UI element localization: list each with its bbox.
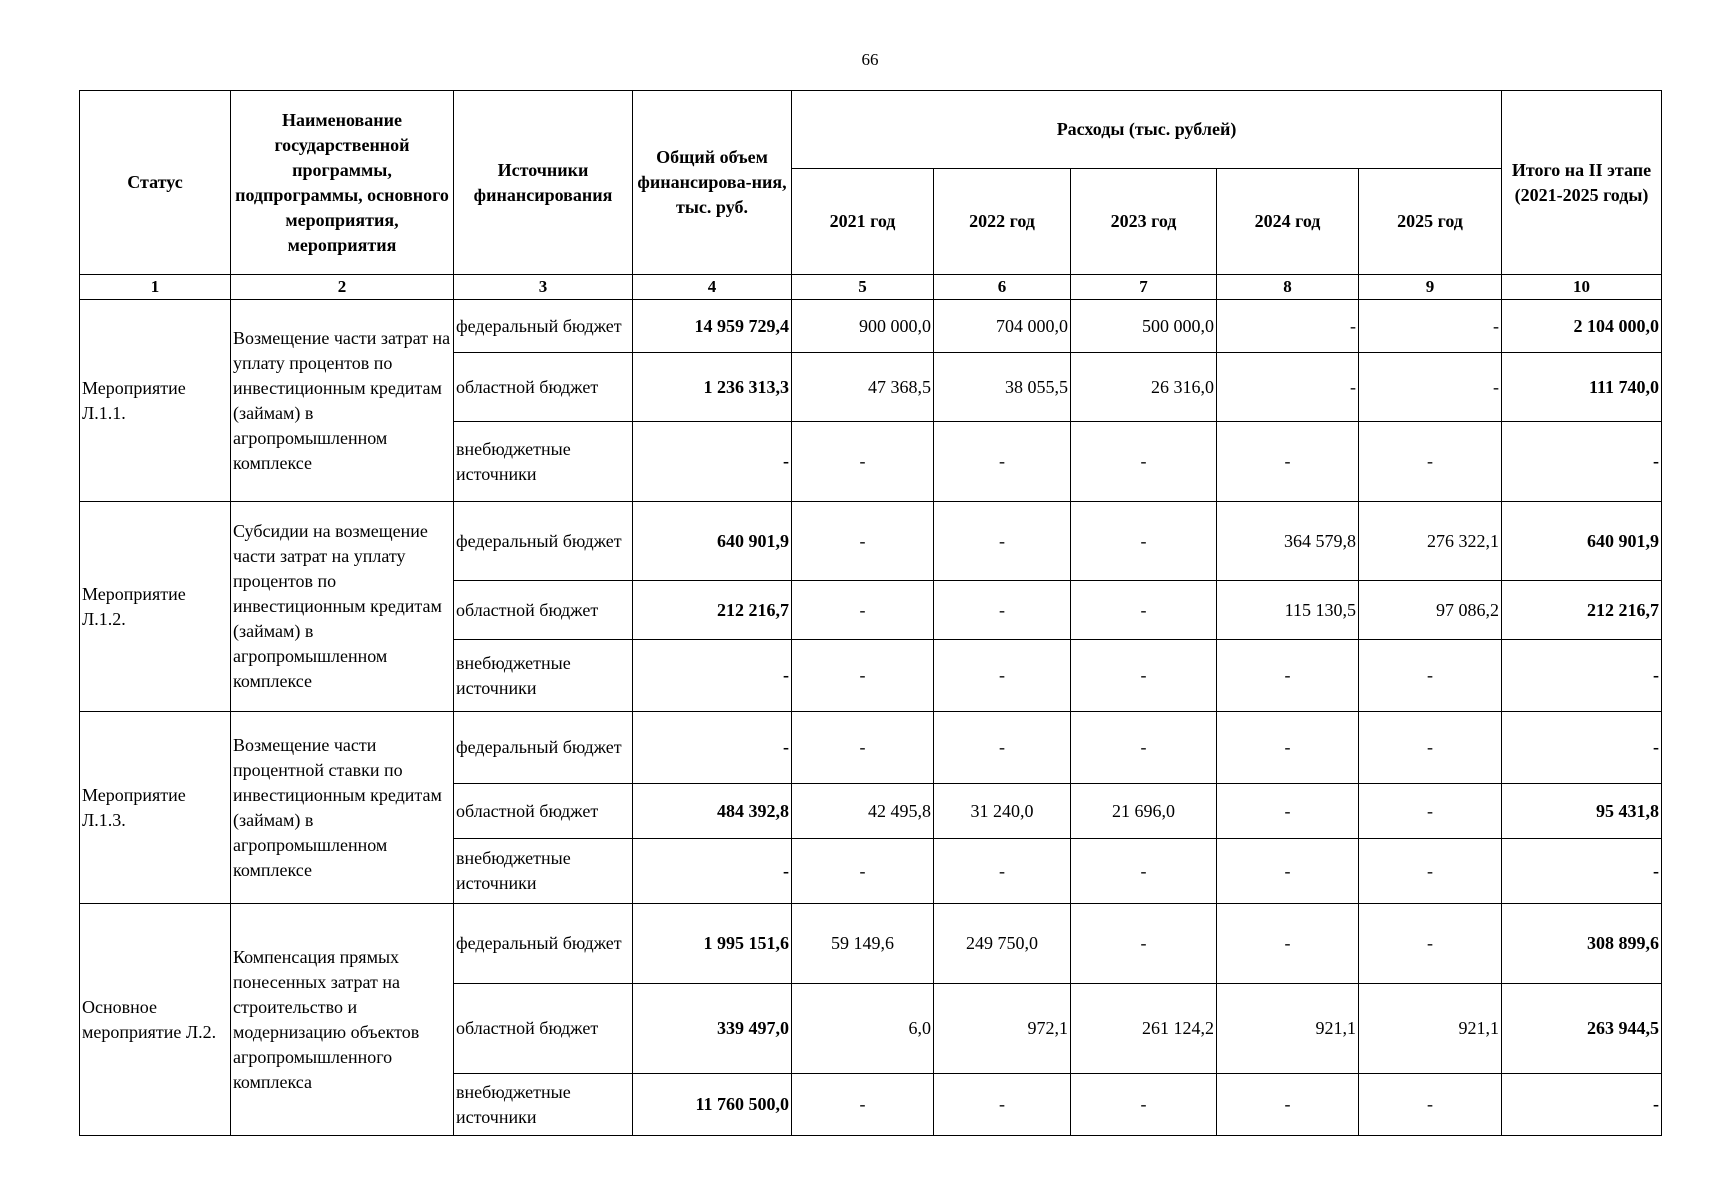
program-name-cell: Субсидии на возмещение части затрат на уплату процентов по инвестиционным кредитам (займам) в агропромышленном комплексе xyxy=(231,502,454,712)
year-2021-cell: - xyxy=(792,839,934,904)
year-2023-cell: 500 000,0 xyxy=(1071,300,1217,353)
total-volume-cell: - xyxy=(633,422,792,502)
year-2023-cell: - xyxy=(1071,839,1217,904)
year-2022-cell: 249 750,0 xyxy=(934,904,1071,984)
column-number: 9 xyxy=(1359,275,1502,300)
source-cell: внебюджетные источники xyxy=(454,1074,633,1136)
stage-total-cell: 111 740,0 xyxy=(1502,353,1662,422)
total-volume-cell: 14 959 729,4 xyxy=(633,300,792,353)
year-2025-cell: - xyxy=(1359,784,1502,839)
year-2025-cell: 97 086,2 xyxy=(1359,581,1502,640)
column-number: 7 xyxy=(1071,275,1217,300)
year-2022-cell: - xyxy=(934,502,1071,581)
status-cell: Мероприятие Л.1.1. xyxy=(80,300,231,502)
program-name-cell: Возмещение части процентной ставки по инвестиционным кредитам (займам) в агропромышленном комплексе xyxy=(231,712,454,904)
year-2024-cell: 115 130,5 xyxy=(1217,581,1359,640)
column-number: 1 xyxy=(80,275,231,300)
status-cell: Основное мероприятие Л.2. xyxy=(80,904,231,1136)
status-cell: Мероприятие Л.1.2. xyxy=(80,502,231,712)
stage-total-cell: - xyxy=(1502,640,1662,712)
header-year-2025: 2025 год xyxy=(1359,169,1502,275)
status-cell: Мероприятие Л.1.3. xyxy=(80,712,231,904)
year-2021-cell: 6,0 xyxy=(792,984,934,1074)
source-cell: областной бюджет xyxy=(454,784,633,839)
year-2021-cell: 42 495,8 xyxy=(792,784,934,839)
year-2021-cell: - xyxy=(792,581,934,640)
total-volume-cell: 1 236 313,3 xyxy=(633,353,792,422)
stage-total-cell: 640 901,9 xyxy=(1502,502,1662,581)
table-row xyxy=(80,502,1662,581)
source-cell: областной бюджет xyxy=(454,353,633,422)
year-2021-cell: 59 149,6 xyxy=(792,904,934,984)
source-cell: областной бюджет xyxy=(454,581,633,640)
total-volume-cell: - xyxy=(633,712,792,784)
header-year-2023: 2023 год xyxy=(1071,169,1217,275)
year-2021-cell: 47 368,5 xyxy=(792,353,934,422)
source-cell: внебюджетные источники xyxy=(454,839,633,904)
total-volume-cell: 1 995 151,6 xyxy=(633,904,792,984)
year-2025-cell: - xyxy=(1359,422,1502,502)
year-2024-cell: - xyxy=(1217,640,1359,712)
financing-table xyxy=(79,90,1662,1136)
year-2022-cell: - xyxy=(934,1074,1071,1136)
year-2025-cell: 921,1 xyxy=(1359,984,1502,1074)
year-2021-cell: - xyxy=(792,1074,934,1136)
year-2022-cell: 972,1 xyxy=(934,984,1071,1074)
year-2022-cell: 31 240,0 xyxy=(934,784,1071,839)
year-2025-cell: - xyxy=(1359,300,1502,353)
table-row xyxy=(80,904,1662,984)
year-2022-cell: 704 000,0 xyxy=(934,300,1071,353)
year-2025-cell: - xyxy=(1359,1074,1502,1136)
header-stage-total: Итого на II этапе (2021-2025 годы) xyxy=(1502,91,1662,275)
year-2022-cell: - xyxy=(934,640,1071,712)
stage-total-cell: - xyxy=(1502,1074,1662,1136)
year-2023-cell: - xyxy=(1071,904,1217,984)
year-2023-cell: - xyxy=(1071,1074,1217,1136)
year-2023-cell: - xyxy=(1071,581,1217,640)
year-2022-cell: - xyxy=(934,422,1071,502)
header-total-volume: Общий объем финансирова-ния, тыс. руб. xyxy=(633,91,792,275)
stage-total-cell: - xyxy=(1502,422,1662,502)
column-number: 4 xyxy=(633,275,792,300)
source-cell: областной бюджет xyxy=(454,984,633,1074)
stage-total-cell: 212 216,7 xyxy=(1502,581,1662,640)
year-2024-cell: - xyxy=(1217,784,1359,839)
source-cell: федеральный бюджет xyxy=(454,904,633,984)
year-2023-cell: 261 124,2 xyxy=(1071,984,1217,1074)
year-2024-cell: - xyxy=(1217,839,1359,904)
stage-total-cell: 308 899,6 xyxy=(1502,904,1662,984)
program-name-cell: Компенсация прямых понесенных затрат на строительство и модернизацию объектов агропромышленного комплекса xyxy=(231,904,454,1136)
header-year-2022: 2022 год xyxy=(934,169,1071,275)
stage-total-cell: 95 431,8 xyxy=(1502,784,1662,839)
stage-total-cell: 2 104 000,0 xyxy=(1502,300,1662,353)
year-2021-cell: - xyxy=(792,422,934,502)
header-expenses: Расходы (тыс. рублей) xyxy=(792,91,1502,169)
header-program-name: Наименование государственной программы, подпрограммы, основного мероприятия, мероприятия xyxy=(231,91,454,275)
year-2024-cell: - xyxy=(1217,422,1359,502)
year-2024-cell: - xyxy=(1217,353,1359,422)
year-2023-cell: 21 696,0 xyxy=(1071,784,1217,839)
year-2023-cell: 26 316,0 xyxy=(1071,353,1217,422)
total-volume-cell: - xyxy=(633,839,792,904)
page-number: 66 xyxy=(861,50,879,69)
total-volume-cell: 640 901,9 xyxy=(633,502,792,581)
year-2021-cell: - xyxy=(792,502,934,581)
table-row xyxy=(80,712,1662,784)
year-2025-cell: - xyxy=(1359,640,1502,712)
stage-total-cell: 263 944,5 xyxy=(1502,984,1662,1074)
year-2023-cell: - xyxy=(1071,502,1217,581)
total-volume-cell: - xyxy=(633,640,792,712)
year-2025-cell: - xyxy=(1359,904,1502,984)
year-2025-cell: - xyxy=(1359,839,1502,904)
year-2024-cell: 364 579,8 xyxy=(1217,502,1359,581)
year-2023-cell: - xyxy=(1071,640,1217,712)
year-2023-cell: - xyxy=(1071,712,1217,784)
year-2022-cell: - xyxy=(934,581,1071,640)
year-2021-cell: 900 000,0 xyxy=(792,300,934,353)
year-2021-cell: - xyxy=(792,640,934,712)
year-2022-cell: - xyxy=(934,712,1071,784)
source-cell: федеральный бюджет xyxy=(454,502,633,581)
year-2025-cell: 276 322,1 xyxy=(1359,502,1502,581)
column-number: 6 xyxy=(934,275,1071,300)
year-2022-cell: - xyxy=(934,839,1071,904)
column-number: 5 xyxy=(792,275,934,300)
header-year-2024: 2024 год xyxy=(1217,169,1359,275)
total-volume-cell: 484 392,8 xyxy=(633,784,792,839)
year-2021-cell: - xyxy=(792,712,934,784)
total-volume-cell: 11 760 500,0 xyxy=(633,1074,792,1136)
header-status: Статус xyxy=(80,91,231,275)
year-2024-cell: - xyxy=(1217,300,1359,353)
source-cell: федеральный бюджет xyxy=(454,300,633,353)
total-volume-cell: 212 216,7 xyxy=(633,581,792,640)
source-cell: внебюджетные источники xyxy=(454,640,633,712)
total-volume-cell: 339 497,0 xyxy=(633,984,792,1074)
year-2024-cell: - xyxy=(1217,1074,1359,1136)
year-2022-cell: 38 055,5 xyxy=(934,353,1071,422)
year-2025-cell: - xyxy=(1359,712,1502,784)
source-cell: федеральный бюджет xyxy=(454,712,633,784)
column-number: 3 xyxy=(454,275,633,300)
year-2025-cell: - xyxy=(1359,353,1502,422)
table-row xyxy=(80,300,1662,353)
header-funding-sources: Источники финансирования xyxy=(454,91,633,275)
column-number: 8 xyxy=(1217,275,1359,300)
year-2023-cell: - xyxy=(1071,422,1217,502)
column-number-row xyxy=(80,275,1662,300)
column-number: 2 xyxy=(231,275,454,300)
year-2024-cell: - xyxy=(1217,712,1359,784)
stage-total-cell: - xyxy=(1502,712,1662,784)
program-name-cell: Возмещение части затрат на уплату процентов по инвестиционным кредитам (займам) в агропромышленном комплексе xyxy=(231,300,454,502)
header-year-2021: 2021 год xyxy=(792,169,934,275)
column-number: 10 xyxy=(1502,275,1662,300)
year-2024-cell: - xyxy=(1217,904,1359,984)
source-cell: внебюджетные источники xyxy=(454,422,633,502)
year-2024-cell: 921,1 xyxy=(1217,984,1359,1074)
stage-total-cell: - xyxy=(1502,839,1662,904)
